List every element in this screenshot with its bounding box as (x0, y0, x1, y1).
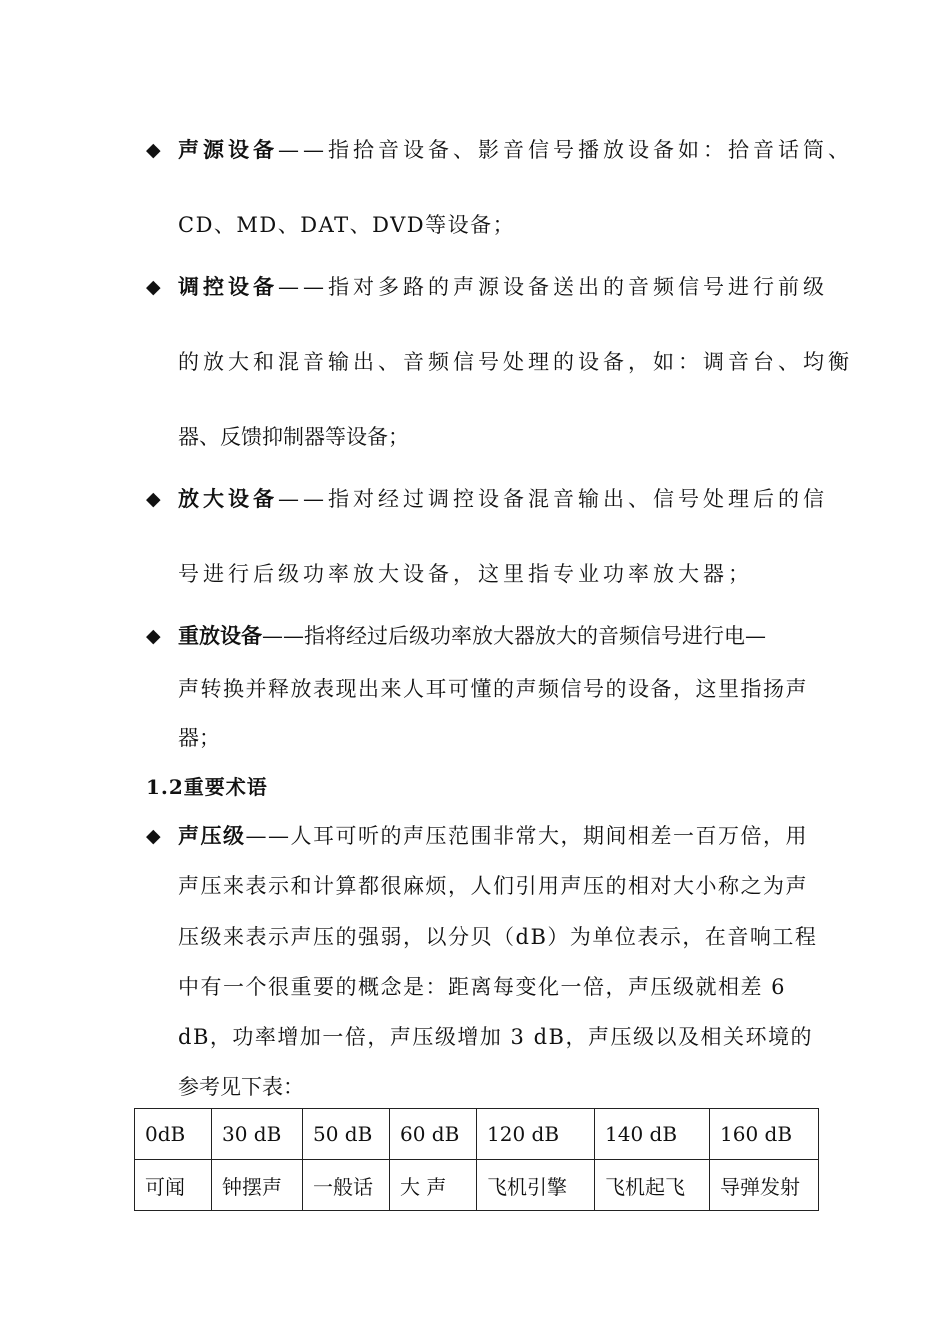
table-cell: 大 声 (390, 1160, 477, 1211)
table-cell: 可闻 (135, 1160, 212, 1211)
playback-device-line-1 (178, 624, 766, 648)
source-device-line-1 (178, 138, 853, 162)
spl-text-1: ——人耳可听的声压范围非常大，期间相差一百万倍，用 (245, 824, 808, 848)
table-cell: 60 dB (390, 1109, 477, 1160)
bullet-diamond-icon: ◆ (146, 276, 161, 298)
source-device-text-1: ——指拾音设备、影音信号播放设备如：拾音话筒、 (278, 138, 853, 162)
table-cell: 0dB (135, 1109, 212, 1160)
table-cell: 飞机引擎 (477, 1160, 595, 1211)
spl-line-4: 中有一个很重要的概念是：距离每变化一倍，声压级就相差 6 (178, 975, 787, 999)
source-device-line-2: CD、MD、DAT、DVD等设备； (178, 213, 516, 237)
bullet-diamond-icon: ◆ (146, 825, 161, 847)
table-cell: 钟摆声 (212, 1160, 303, 1211)
term-playback-device: 重放设备 (178, 623, 262, 648)
section-heading: 1.2重要术语 (146, 775, 268, 799)
spl-line-3: 压级来表示声压的强弱，以分贝（dB）为单位表示，在音响工程 (178, 925, 818, 949)
table-cell: 飞机起飞 (595, 1160, 710, 1211)
table-cell: 30 dB (212, 1109, 303, 1160)
amp-device-line-2: 号进行后级功率放大设备，这里指专业功率放大器； (178, 562, 753, 586)
playback-device-line-2: 声转换并释放表现出来人耳可懂的声频信号的设备，这里指扬声 (178, 677, 808, 701)
spl-line-6: 参考见下表： (178, 1075, 304, 1099)
bullet-diamond-icon: ◆ (146, 139, 161, 161)
table-cell: 导弹发射 (710, 1160, 819, 1211)
spl-line-5: dB，功率增加一倍，声压级增加 3 dB，声压级以及相关环境的 (178, 1025, 813, 1049)
table-cell: 50 dB (303, 1109, 390, 1160)
spl-line-1 (178, 824, 808, 848)
playback-device-text-1: ——指将经过后级功率放大器放大的音频信号进行电— (262, 624, 766, 648)
spl-reference-table (134, 1108, 819, 1211)
bullet-diamond-icon: ◆ (146, 488, 161, 510)
term-control-device: 调控设备 (178, 274, 278, 299)
table-row (135, 1109, 819, 1160)
bullet-diamond-icon: ◆ (146, 625, 161, 647)
amp-device-line-1 (178, 487, 828, 511)
term-spl: 声压级 (178, 823, 246, 848)
term-amp-device: 放大设备 (178, 486, 278, 511)
spl-line-2: 声压来表示和计算都很麻烦，人们引用声压的相对大小称之为声 (178, 874, 808, 898)
table-cell: 140 dB (595, 1109, 710, 1160)
control-device-text-1: ——指对多路的声源设备送出的音频信号进行前级 (278, 275, 828, 299)
control-device-line-1 (178, 275, 828, 299)
amp-device-text-1: ——指对经过调控设备混音输出、信号处理后的信 (278, 487, 828, 511)
table-row (135, 1160, 819, 1211)
term-source-device: 声源设备 (178, 137, 278, 162)
table-cell: 160 dB (710, 1109, 819, 1160)
control-device-line-2: 的放大和混音输出、音频信号处理的设备，如：调音台、均衡 (178, 350, 853, 374)
table-cell: 120 dB (477, 1109, 595, 1160)
table-cell: 一般话 (303, 1160, 390, 1211)
playback-device-line-3: 器； (178, 726, 220, 750)
control-device-line-3: 器、反馈抑制器等设备； (178, 425, 409, 449)
